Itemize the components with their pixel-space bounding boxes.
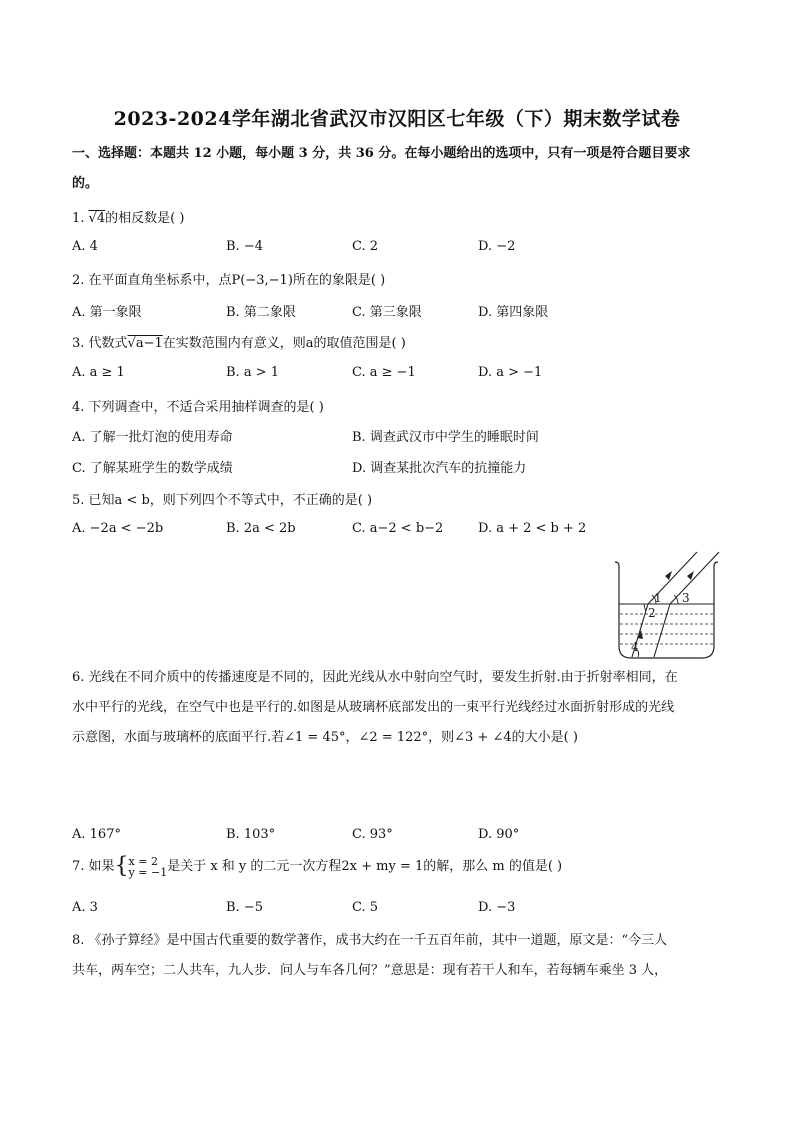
- question-5-option-c: C. a−2 < b−2: [352, 521, 444, 536]
- angle-3-label: 3: [682, 591, 690, 605]
- section-heading: [72, 139, 722, 199]
- question-7-stem: [72, 855, 732, 878]
- system-bottom: y = −1: [128, 865, 168, 879]
- question-8-line2: 共车，两车空；二人共车，九人步．问人与车各几何？”意思是：现有若干人和车，若每辆车乘坐 3 人，: [72, 963, 668, 978]
- section-heading-line1: 一、选择题：本题共 12 小题，每小题 3 分，共 36 分。在每小题给出的选项中，只有一项是符合题目要求: [72, 146, 691, 161]
- glass-refraction-figure: [612, 550, 724, 662]
- light-ray-air-right: [670, 552, 719, 604]
- angle-2-label: 2: [648, 606, 656, 620]
- question-7-text: 是关于 x 和 y 的二元一次方程2x + my = 1的解，那么 m 的值是( ): [167, 859, 563, 874]
- question-1-number: 1.: [72, 211, 89, 226]
- question-1-option-d: D. −2: [478, 239, 516, 254]
- question-8-line1: 8. 《孙子算经》是中国古代重要的数学著作，成书大约在一千五百年前，其中一道题，原文是：“今三人: [72, 933, 668, 948]
- question-5-option-b: B. 2a < 2b: [226, 521, 296, 536]
- equation-system: [129, 856, 168, 878]
- question-4-stem: 4. 下列调查中，不适合采用抽样调查的是( ): [72, 400, 324, 415]
- question-1-stem: [72, 207, 732, 226]
- section-heading-line2: 的。: [72, 176, 99, 191]
- question-3-number: 3. 代数式: [72, 336, 128, 351]
- angle-2-arc: [644, 604, 646, 611]
- question-7-option-c: C. 5: [352, 900, 379, 915]
- system-top: x = 2: [128, 854, 158, 868]
- arrow-icon: [687, 571, 694, 580]
- angle-4-label: 4: [631, 640, 639, 654]
- arrow-icon: [665, 571, 672, 580]
- question-8-stem: [72, 926, 722, 986]
- question-2-option-b: B. 第二象限: [226, 305, 296, 320]
- question-6-option-a: A. 167°: [72, 827, 121, 842]
- exam-title: 2023-2024学年湖北省武汉市汉阳区七年级（下）期末数学试卷: [113, 108, 681, 130]
- question-5-option-d: D. a + 2 < b + 2: [478, 521, 587, 536]
- question-3-option-d: D. a > −1: [478, 365, 543, 380]
- light-ray-water-right: [654, 604, 670, 657]
- question-6-line2: 水中平行的光线，在空气中也是平行的.如图是从玻璃杯底部发出的一束平行光线经过水面折射形成的光线: [72, 700, 675, 715]
- question-7-option-d: D. −3: [478, 900, 516, 915]
- question-2-option-c: C. 第三象限: [352, 305, 422, 320]
- question-6-line3: 示意图，水面与玻璃杯的底面平行.若∠1 = 45°，∠2 = 122°，则∠3 + ∠4的大小是( ): [72, 730, 578, 745]
- question-3-option-c: C. a ≥ −1: [352, 365, 416, 380]
- question-5-option-a: A. −2a < −2b: [72, 521, 164, 536]
- question-3-option-a: A. a ≥ 1: [72, 365, 125, 380]
- question-6-option-c: C. 93°: [352, 827, 393, 842]
- question-1-text: 的相反数是( ): [105, 211, 185, 226]
- question-7-option-b: B. −5: [226, 900, 263, 915]
- question-1-option-b: B. −4: [226, 239, 263, 254]
- question-2-option-d: D. 第四象限: [478, 305, 549, 320]
- question-3-option-b: B. a > 1: [226, 365, 279, 380]
- question-4-option-c: C. 了解某班学生的数学成绩: [72, 461, 233, 476]
- question-2-option-a: A. 第一象限: [72, 305, 142, 320]
- question-4-option-d: D. 调查某批次汽车的抗撞能力: [352, 461, 527, 476]
- question-4-option-a: A. 了解一批灯泡的使用寿命: [72, 430, 233, 445]
- question-3-math: √a−1: [127, 336, 163, 351]
- question-3-stem: [72, 332, 732, 351]
- question-6-line1: 6. 光线在不同介质中的传播速度是不同的，因此光线从水中射向空气时，要发生折射.由于折射率相同，在: [72, 670, 678, 685]
- system-brace: {: [114, 853, 129, 879]
- question-3-text: 在实数范围内有意义，则a的取值范围是( ): [162, 336, 406, 351]
- question-6-option-d: D. 90°: [478, 827, 520, 842]
- question-7-number: 7. 如果: [72, 859, 115, 874]
- question-1-math: √4: [88, 211, 106, 226]
- question-4-option-b: B. 调查武汉市中学生的睡眠时间: [352, 430, 539, 445]
- question-1-option-a: A. 4: [72, 239, 98, 254]
- question-2-stem: 2. 在平面直角坐标系中，点P(−3,−1)所在的象限是( ): [72, 273, 386, 288]
- question-1-option-c: C. 2: [352, 239, 379, 254]
- question-7-option-a: A. 3: [72, 900, 98, 915]
- question-6-stem: [72, 663, 722, 753]
- angle-1-label: 1: [654, 591, 662, 605]
- question-6-option-b: B. 103°: [226, 827, 276, 842]
- question-5-stem: 5. 已知a < b，则下列四个不等式中，不正确的是( ): [72, 493, 373, 508]
